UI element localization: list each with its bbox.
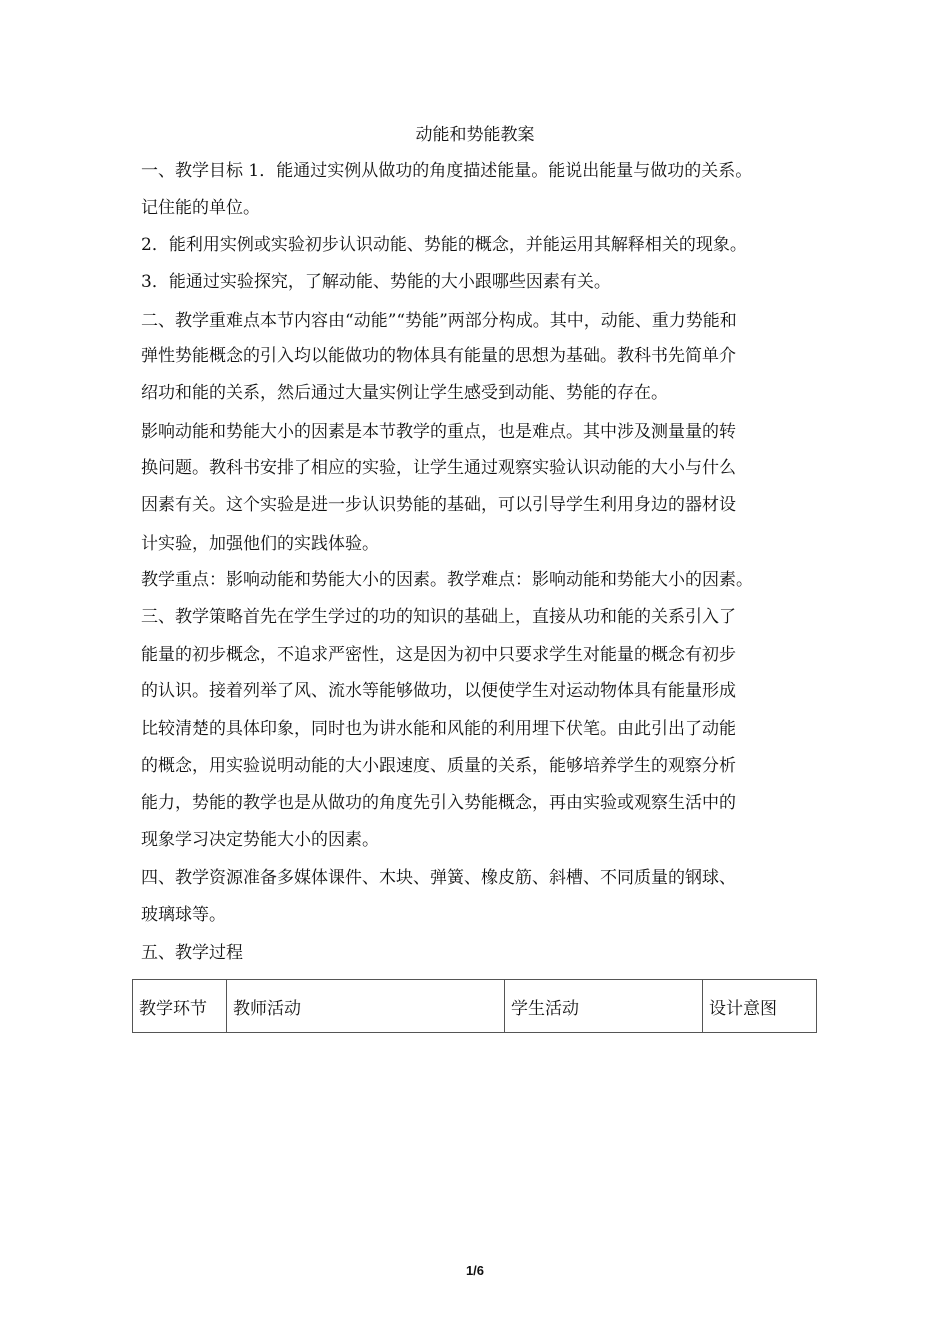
document-title: 动能和势能教案 [415, 125, 535, 145]
text-line: 3．能通过实验探究，了解动能、势能的大小跟哪些因素有关。 [141, 272, 611, 292]
text-line: 三、教学策略首先在学生学过的功的知识的基础上，直接从功和能的关系引入了 [141, 607, 736, 627]
text-line: 弹性势能概念的引入均以能做功的物体具有能量的思想为基础。教科书先简单介 [141, 346, 736, 366]
table-header-cell: 教学环节 [133, 980, 227, 1033]
text-line: 记住能的单位。 [141, 198, 260, 218]
text-line: 比较清楚的具体印象，同时也为讲水能和风能的利用埋下伏笔。由此引出了动能 [141, 719, 736, 739]
table-header-cell: 教师活动 [227, 980, 505, 1033]
table-header-row [133, 980, 817, 1033]
text-line: 绍功和能的关系，然后通过大量实例让学生感受到动能、势能的存在。 [141, 383, 668, 403]
text-line: 计实验，加强他们的实践体验。 [141, 534, 379, 554]
text-line: 影响动能和势能大小的因素是本节教学的重点，也是难点。其中涉及测量量的转 [141, 422, 736, 442]
text-line: 的概念，用实验说明动能的大小跟速度、质量的关系，能够培养学生的观察分析 [141, 756, 736, 776]
text-line: 能力，势能的教学也是从做功的角度先引入势能概念，再由实验或观察生活中的 [141, 793, 736, 813]
teaching-process-table [132, 979, 817, 1033]
text-line: 现象学习决定势能大小的因素。 [141, 830, 379, 850]
text-line: 换问题。教科书安排了相应的实验，让学生通过观察实验认识动能的大小与什么 [141, 458, 736, 478]
text-line: 二、教学重难点本节内容由“动能”“势能”两部分构成。其中，动能、重力势能和 [141, 311, 737, 331]
text-line: 因素有关。这个实验是进一步认识势能的基础，可以引导学生利用身边的器材设 [141, 495, 736, 515]
text-line: 玻璃球等。 [141, 905, 226, 925]
text-line: 能量的初步概念，不追求严密性，这是因为初中只要求学生对能量的概念有初步 [141, 645, 736, 665]
page-number: 1/6 [465, 1263, 485, 1278]
text-line: 一、教学目标 1．能通过实例从做功的角度描述能量。能说出能量与做功的关系。 [141, 161, 753, 181]
text-line: 2．能利用实例或实验初步认识动能、势能的概念，并能运用其解释相关的现象。 [141, 235, 747, 255]
table-header-cell: 学生活动 [505, 980, 703, 1033]
table-header-cell: 设计意图 [703, 980, 817, 1033]
text-line: 教学重点：影响动能和势能大小的因素。教学难点：影响动能和势能大小的因素。 [141, 570, 753, 590]
text-line: 五、教学过程 [141, 943, 243, 963]
text-line: 的认识。接着列举了风、流水等能够做功，以便使学生对运动物体具有能量形成 [141, 681, 736, 701]
text-line: 四、教学资源准备多媒体课件、木块、弹簧、橡皮筋、斜槽、不同质量的钢球、 [141, 868, 736, 888]
